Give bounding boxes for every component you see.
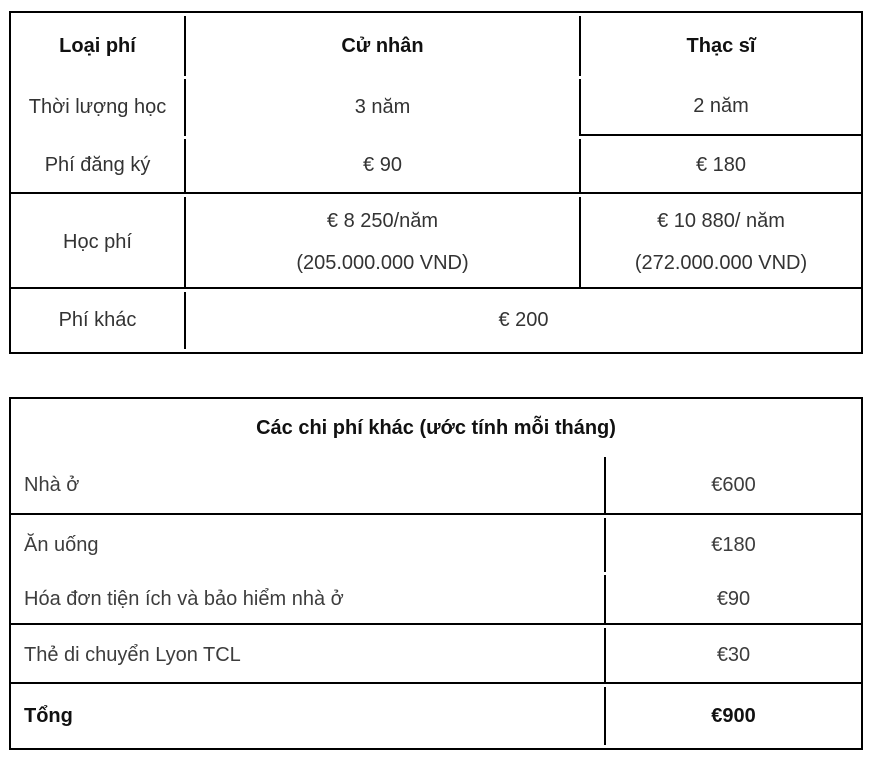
tuition-bachelor-vnd: (205.000.000 VND) <box>296 252 469 274</box>
food-label: Ăn uống <box>24 533 99 556</box>
housing-label: Nhà ở <box>11 457 604 515</box>
tuition-row <box>11 197 861 289</box>
tuition-master-eur: € 10 880/ năm <box>657 210 785 232</box>
other-fee-label: Phí khác <box>58 309 137 331</box>
duration-label: Thời lượng học <box>28 96 167 118</box>
housing-row <box>11 457 861 515</box>
registration-fee-row <box>11 139 861 194</box>
duration-master-value: 2 năm <box>579 79 861 136</box>
utilities-insurance-value: €90 <box>604 575 861 625</box>
tuition-master-value <box>579 197 861 289</box>
transport-card-label: Thẻ di chuyển Lyon TCL <box>11 628 604 684</box>
utilities-insurance-label: Hóa đơn tiện ích và bảo hiểm nhà ở <box>11 575 604 625</box>
duration-bachelor-value: 3 năm <box>184 79 579 136</box>
tuition-bachelor-value <box>184 197 579 289</box>
tuition-label: Học phí <box>11 197 184 289</box>
food-row <box>11 518 861 572</box>
other-fee-row <box>11 292 861 349</box>
monthly-costs-table <box>9 397 863 750</box>
tuition-bachelor-eur: € 8 250/năm <box>326 210 439 232</box>
duration-row <box>11 79 861 136</box>
fees-header-master: Thạc sĩ <box>579 16 861 76</box>
utilities-insurance-row <box>11 575 861 625</box>
monthly-costs-title-row <box>11 402 861 454</box>
transport-card-row <box>11 628 861 684</box>
tuition-fees-table <box>9 11 863 354</box>
housing-value: €600 <box>604 457 861 515</box>
total-label: Tổng <box>24 704 73 727</box>
food-value: €180 <box>604 518 861 572</box>
fees-header-bachelor: Cử nhân <box>184 16 579 76</box>
total-value: €900 <box>604 687 861 745</box>
registration-fee-label: Phí đăng ký <box>11 139 184 194</box>
other-fee-value: € 200 <box>184 292 861 349</box>
fees-header-fee-type: Loại phí <box>59 34 136 57</box>
total-row <box>11 687 861 745</box>
tuition-master-vnd: (272.000.000 VND) <box>634 252 808 274</box>
fees-header-row <box>11 16 861 76</box>
transport-card-value: €30 <box>604 628 861 684</box>
monthly-costs-title: Các chi phí khác (ước tính mỗi tháng) <box>256 416 616 439</box>
registration-fee-bachelor-value: € 90 <box>184 139 579 194</box>
registration-fee-master-value: € 180 <box>579 139 861 194</box>
